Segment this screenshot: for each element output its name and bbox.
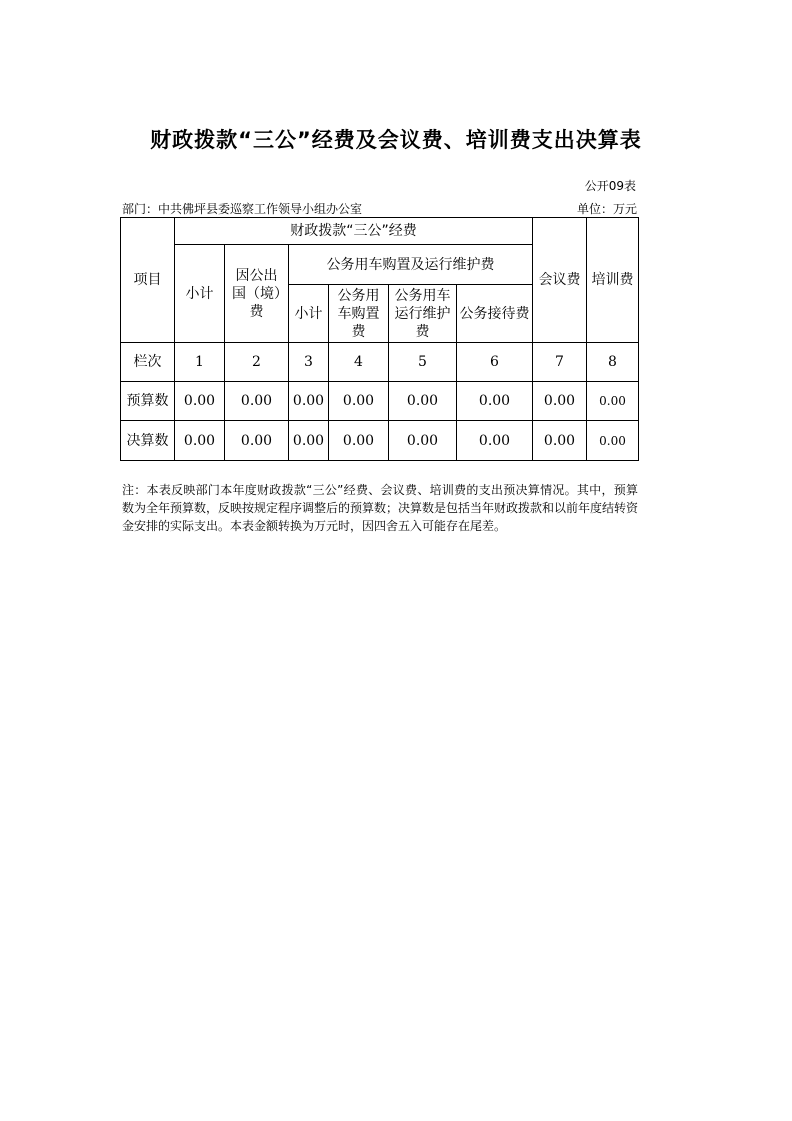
header-three-public: 财政拨款“三公”经费 xyxy=(175,218,533,245)
header-item: 项目 xyxy=(121,218,175,343)
row-label-budget: 预算数 xyxy=(121,382,175,421)
final-cell: 0.00 xyxy=(533,421,587,461)
column-index-cell: 4 xyxy=(329,343,389,382)
header-vehicle-group: 公务用车购置及运行维护费 xyxy=(289,245,533,285)
department-label: 部门：中共佛坪县委巡察工作领导小组办公室 xyxy=(122,202,363,216)
header-vehicle-subtotal: 小计 xyxy=(289,285,329,343)
unit-label: 单位：万元 xyxy=(576,202,637,216)
column-index-cell: 8 xyxy=(587,343,639,382)
budget-cell: 0.00 xyxy=(457,382,533,421)
row-label-final: 决算数 xyxy=(121,421,175,461)
column-index-cell: 2 xyxy=(225,343,289,382)
final-cell: 0.00 xyxy=(587,421,639,461)
form-code: 公开09表 xyxy=(584,179,636,193)
column-index-cell: 5 xyxy=(389,343,457,382)
expenditure-table xyxy=(120,217,639,461)
page-title: 财政拨款“三公”经费及会议费、培训费支出决算表 xyxy=(150,128,642,152)
table-row xyxy=(121,421,639,461)
column-index-cell: 6 xyxy=(457,343,533,382)
header-vehicle-operation: 公务用车运行维护费 xyxy=(389,285,457,343)
footnote: 注：本表反映部门本年度财政拨款“三公”经费、会议费、培训费的支出预决算情况。其中，预算数为全年预算数，反映按规定程序调整后的预算数；决算数是包括当年财政拨款和以前年度结转资金安排的实际支出。本表金额转换为万元时，因四舍五入可能存在尾差。 xyxy=(122,483,639,533)
header-training: 培训费 xyxy=(587,218,639,343)
final-cell: 0.00 xyxy=(329,421,389,461)
budget-cell: 0.00 xyxy=(289,382,329,421)
budget-cell: 0.00 xyxy=(225,382,289,421)
budget-cell: 0.00 xyxy=(329,382,389,421)
final-cell: 0.00 xyxy=(225,421,289,461)
column-index-cell: 7 xyxy=(533,343,587,382)
column-index-cell: 3 xyxy=(289,343,329,382)
header-reception: 公务接待费 xyxy=(457,285,533,343)
column-index-cell: 1 xyxy=(175,343,225,382)
budget-cell: 0.00 xyxy=(587,382,639,421)
header-meeting: 会议费 xyxy=(533,218,587,343)
budget-cell: 0.00 xyxy=(389,382,457,421)
budget-cell: 0.00 xyxy=(533,382,587,421)
header-subtotal: 小计 xyxy=(175,245,225,343)
header-vehicle-purchase: 公务用车购置费 xyxy=(329,285,389,343)
final-cell: 0.00 xyxy=(457,421,533,461)
header-abroad: 因公出国（境）费 xyxy=(225,245,289,343)
budget-cell: 0.00 xyxy=(175,382,225,421)
table-row xyxy=(121,382,639,421)
column-index-label: 栏次 xyxy=(121,343,175,382)
final-cell: 0.00 xyxy=(289,421,329,461)
final-cell: 0.00 xyxy=(175,421,225,461)
final-cell: 0.00 xyxy=(389,421,457,461)
